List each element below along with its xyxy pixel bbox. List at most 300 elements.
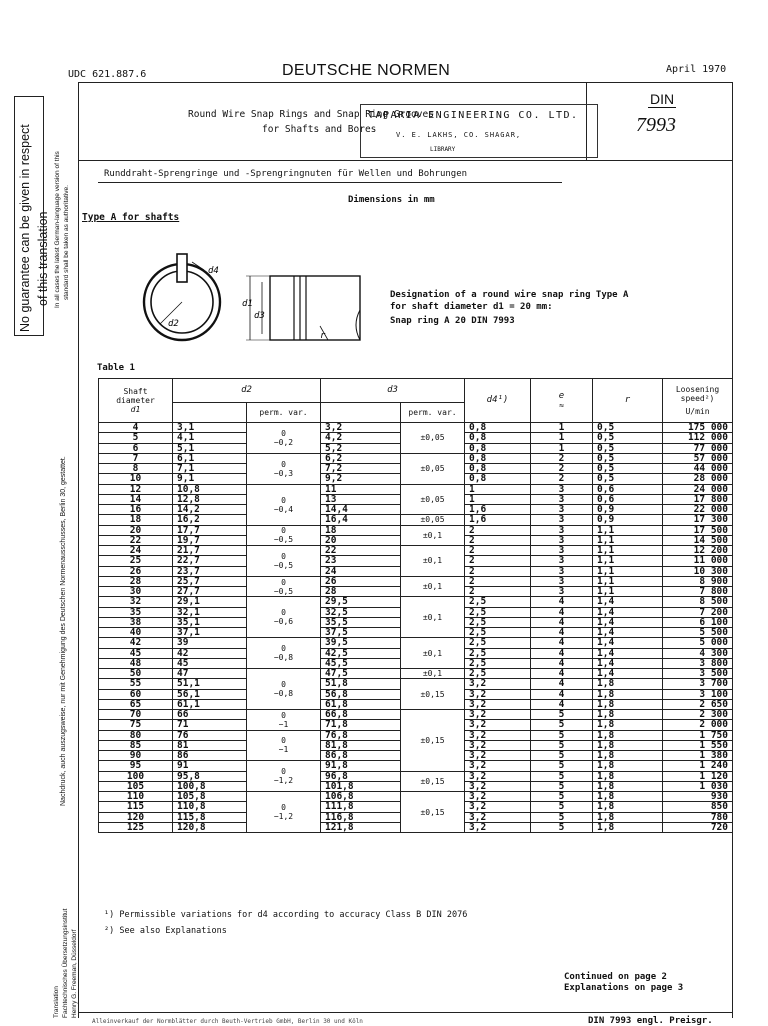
- cell-d3: 29,5: [321, 597, 401, 607]
- translator-line1: Translation: [53, 986, 60, 1018]
- cell-e: 4: [531, 669, 593, 679]
- cell-d1: 80: [99, 730, 173, 740]
- cell-d2: 10,8: [173, 484, 247, 494]
- footnote-2: ²) See also Explanations: [104, 926, 227, 936]
- cell-d2: 110,8: [173, 802, 247, 812]
- cell-d2: 42: [173, 648, 247, 658]
- cell-speed: 7 200: [663, 607, 733, 617]
- cell-d4: 2: [465, 576, 531, 586]
- cell-speed: 6 100: [663, 617, 733, 627]
- cell-d1: 85: [99, 740, 173, 750]
- cell-d1: 30: [99, 587, 173, 597]
- cell-d3-tolerance: ±0,15: [401, 771, 465, 792]
- cell-e: 3: [531, 576, 593, 586]
- cell-d2: 105,8: [173, 792, 247, 802]
- cell-speed: 112 000: [663, 433, 733, 443]
- cell-d2: 27,7: [173, 587, 247, 597]
- cell-speed: 5 500: [663, 628, 733, 638]
- cell-r: 1,8: [593, 802, 663, 812]
- cell-d4: 2: [465, 556, 531, 566]
- tolerance-upper: 0: [281, 803, 286, 812]
- cell-d4: 3,2: [465, 812, 531, 822]
- cell-r: 1,8: [593, 689, 663, 699]
- margin-guarantee-line3: In all cases the latest German-language version of this: [54, 151, 61, 308]
- cell-e: 3: [531, 566, 593, 576]
- cell-d1: 20: [99, 525, 173, 535]
- header-unit-text: U/min: [685, 407, 710, 416]
- header-d3-nominal: [321, 403, 401, 423]
- cell-d4: 3,2: [465, 720, 531, 730]
- cell-r: 1,8: [593, 781, 663, 791]
- cell-d2: 3,1: [173, 423, 247, 433]
- cell-d1: 5: [99, 433, 173, 443]
- cell-speed: 850: [663, 802, 733, 812]
- cell-e: 4: [531, 699, 593, 709]
- tolerance-lower: −0,5: [273, 560, 294, 570]
- cell-d2: 71: [173, 720, 247, 730]
- cell-d4: 2,5: [465, 638, 531, 648]
- cell-r: 1,4: [593, 597, 663, 607]
- cell-r: 1,8: [593, 822, 663, 832]
- cell-d3: 91,8: [321, 761, 401, 771]
- cell-d3: 116,8: [321, 812, 401, 822]
- table-row: [99, 576, 733, 586]
- cell-d3: 86,8: [321, 751, 401, 761]
- cell-d3: 7,2: [321, 464, 401, 474]
- cell-r: 1,1: [593, 546, 663, 556]
- cell-speed: 17 800: [663, 494, 733, 504]
- cell-e: 5: [531, 802, 593, 812]
- tolerance-upper: 0: [281, 428, 286, 438]
- cell-d2: 61,1: [173, 699, 247, 709]
- brand-title: DEUTSCHE NORMEN: [282, 62, 451, 79]
- tolerance-upper: 0: [281, 736, 286, 746]
- cell-d3: 35,5: [321, 617, 401, 627]
- cell-d3: 106,8: [321, 792, 401, 802]
- cell-e: 5: [531, 751, 593, 761]
- cell-speed: 24 000: [663, 484, 733, 494]
- cell-e: 4: [531, 648, 593, 658]
- cell-d2: 25,7: [173, 576, 247, 586]
- cell-speed: 3 100: [663, 689, 733, 699]
- cell-r: 1,8: [593, 740, 663, 750]
- cell-r: 1,1: [593, 566, 663, 576]
- cell-d3: 45,5: [321, 658, 401, 668]
- cell-d1: 35: [99, 607, 173, 617]
- cell-d2: 21,7: [173, 546, 247, 556]
- cell-d1: 120: [99, 812, 173, 822]
- cell-d1: 25: [99, 556, 173, 566]
- cell-speed: 4 300: [663, 648, 733, 658]
- cell-d4: 2: [465, 535, 531, 545]
- cell-d4: 3,2: [465, 730, 531, 740]
- cell-d4: 0,8: [465, 464, 531, 474]
- cell-d4: 3,2: [465, 802, 531, 812]
- cell-d1: 4: [99, 423, 173, 433]
- cell-e: 3: [531, 587, 593, 597]
- cell-e: 3: [531, 484, 593, 494]
- cell-e: 5: [531, 710, 593, 720]
- tolerance-lower: −0,6: [273, 617, 294, 627]
- cell-r: 1,8: [593, 751, 663, 761]
- cell-d4: 2,5: [465, 658, 531, 668]
- cell-e: 5: [531, 761, 593, 771]
- cell-e: 4: [531, 597, 593, 607]
- cell-e: 4: [531, 689, 593, 699]
- cell-d3: 18: [321, 525, 401, 535]
- tolerance-upper: 0: [281, 526, 286, 536]
- cell-d3: 56,8: [321, 689, 401, 699]
- cell-d1: 16: [99, 505, 173, 515]
- cell-e: 2: [531, 474, 593, 484]
- cell-r: 0,6: [593, 484, 663, 494]
- cell-e: 4: [531, 658, 593, 668]
- cell-d3-tolerance: ±0,1: [401, 669, 465, 679]
- tolerance-upper: 0: [281, 644, 286, 654]
- cell-e: 5: [531, 720, 593, 730]
- cell-d1: 7: [99, 453, 173, 463]
- cell-d2-tolerance: [247, 792, 321, 833]
- cell-d3: 13: [321, 494, 401, 504]
- cell-speed: 14 500: [663, 535, 733, 545]
- cell-d2: 45: [173, 658, 247, 668]
- cell-speed: 17 300: [663, 515, 733, 525]
- tolerance-lower: −1,2: [273, 776, 294, 786]
- cell-d1: 115: [99, 802, 173, 812]
- cell-speed: 8 500: [663, 597, 733, 607]
- cell-d3: 3,2: [321, 423, 401, 433]
- cell-d4: 2: [465, 546, 531, 556]
- tolerance-lower: −0,3: [273, 468, 294, 478]
- cell-r: 1,8: [593, 761, 663, 771]
- frame-left-line: [78, 82, 79, 1018]
- cell-r: 0,9: [593, 515, 663, 525]
- cell-d4: 3,2: [465, 761, 531, 771]
- cell-d3: 96,8: [321, 771, 401, 781]
- cell-speed: 5 000: [663, 638, 733, 648]
- table-row: [99, 453, 733, 463]
- cell-d4: 3,2: [465, 689, 531, 699]
- cell-d4: 2,5: [465, 669, 531, 679]
- header-d4: d4¹): [465, 379, 531, 423]
- tolerance-lower: −1,2: [273, 812, 294, 821]
- cell-r: 1,8: [593, 679, 663, 689]
- sales-note: Alleinverkauf der Normblätter durch Beuth-Vertrieb GmbH, Berlin 30 und Köln: [92, 1018, 363, 1025]
- cell-d1: 95: [99, 761, 173, 771]
- cell-d1: 60: [99, 689, 173, 699]
- cell-d4: 0,8: [465, 443, 531, 453]
- label-r: r: [320, 331, 326, 341]
- cell-d4: 2,5: [465, 628, 531, 638]
- header-shaft-text: Shaft: [123, 387, 148, 396]
- cell-d4: 2,5: [465, 617, 531, 627]
- cell-e: 3: [531, 535, 593, 545]
- cell-d3: 23: [321, 556, 401, 566]
- translator-line2: Fachtechnisches Übersetzungsinstitut: [62, 908, 69, 1018]
- cell-speed: 3 700: [663, 679, 733, 689]
- cell-speed: 1 120: [663, 771, 733, 781]
- cell-d3: 14,4: [321, 505, 401, 515]
- cell-e: 5: [531, 730, 593, 740]
- cell-r: 1,1: [593, 535, 663, 545]
- designation-line2: for shaft diameter d1 = 20 mm:: [390, 302, 553, 312]
- din-label: DIN: [650, 91, 675, 107]
- header-d3: d3: [321, 379, 465, 403]
- cell-d1: 14: [99, 494, 173, 504]
- cell-r: 1,8: [593, 720, 663, 730]
- cell-speed: 2 000: [663, 720, 733, 730]
- label-d3: d3: [254, 311, 265, 321]
- cell-d1: 70: [99, 710, 173, 720]
- cell-d2: 76: [173, 730, 247, 740]
- issue-date: April 1970: [666, 64, 727, 75]
- snap-ring-diagram: [130, 240, 380, 360]
- cell-d2: 39: [173, 638, 247, 648]
- header-e-text: e: [558, 390, 565, 401]
- cell-r: 0,9: [593, 505, 663, 515]
- cell-e: 2: [531, 464, 593, 474]
- cell-r: 1,8: [593, 730, 663, 740]
- margin-translator: [52, 909, 79, 1018]
- cell-d4: 0,8: [465, 453, 531, 463]
- tolerance-lower: −0,8: [273, 689, 294, 698]
- cell-speed: 1 240: [663, 761, 733, 771]
- cell-d3: 16,4: [321, 515, 401, 525]
- cell-d2: 120,8: [173, 822, 247, 832]
- cell-r: 1,1: [593, 556, 663, 566]
- cell-speed: 1 750: [663, 730, 733, 740]
- table-row: [99, 515, 733, 525]
- cell-d3: 66,8: [321, 710, 401, 720]
- cell-d3: 37,5: [321, 628, 401, 638]
- cell-speed: 44 000: [663, 464, 733, 474]
- cell-d2-tolerance: [247, 710, 321, 731]
- table-row: [99, 679, 733, 689]
- title-english-line1: Round Wire Snap Rings and Snap Ring Grooves: [188, 109, 434, 120]
- stamp-address: V. E. LAKHS, CO. SHAGAR,: [396, 131, 522, 139]
- stamp-library: LIBRARY: [430, 146, 456, 153]
- udc-code: UDC 621.887.6: [68, 69, 147, 80]
- cell-d1: 32: [99, 597, 173, 607]
- table-row: [99, 669, 733, 679]
- cell-e: 2: [531, 453, 593, 463]
- cell-e: 4: [531, 638, 593, 648]
- table-row: [99, 638, 733, 648]
- cell-d4: 2,5: [465, 597, 531, 607]
- cell-d2: 32,1: [173, 607, 247, 617]
- table-row: [99, 792, 733, 802]
- cell-d2: 81: [173, 740, 247, 750]
- cell-d1: 26: [99, 566, 173, 576]
- header-loosening-speed: [663, 379, 733, 423]
- cell-d2: 37,1: [173, 628, 247, 638]
- tolerance-upper: 0: [281, 459, 286, 469]
- cell-d3: 11: [321, 484, 401, 494]
- cell-d2: 9,1: [173, 474, 247, 484]
- cell-d2: 29,1: [173, 597, 247, 607]
- cell-e: 3: [531, 515, 593, 525]
- cell-d3-tolerance: ±0,05: [401, 515, 465, 525]
- cell-d1: 40: [99, 628, 173, 638]
- cell-d2-tolerance: [247, 669, 321, 710]
- cell-d4: 3,2: [465, 740, 531, 750]
- cell-e: 1: [531, 433, 593, 443]
- cell-e: 3: [531, 525, 593, 535]
- cell-d1: 24: [99, 546, 173, 556]
- cell-d1: 12: [99, 484, 173, 494]
- table-row: [99, 484, 733, 494]
- cell-r: 0,6: [593, 494, 663, 504]
- cell-speed: 3 500: [663, 669, 733, 679]
- cell-d1: 48: [99, 658, 173, 668]
- tolerance-upper: 0: [281, 710, 286, 720]
- header-diameter-text: diameter: [116, 396, 155, 405]
- cell-d2-tolerance: [247, 423, 321, 454]
- cell-d3-tolerance: ±0,1: [401, 546, 465, 577]
- cell-speed: 28 000: [663, 474, 733, 484]
- cell-r: 1,8: [593, 792, 663, 802]
- cell-d4: 3,2: [465, 710, 531, 720]
- cell-e: 5: [531, 781, 593, 791]
- cell-speed: 175 000: [663, 423, 733, 433]
- cell-d2: 91: [173, 761, 247, 771]
- header-loosening-text: Loosening: [675, 385, 720, 394]
- cell-e: 5: [531, 771, 593, 781]
- label-d2: d2: [168, 319, 179, 329]
- cell-d4: 2,5: [465, 607, 531, 617]
- cell-d2: 86: [173, 751, 247, 761]
- cell-r: 0,5: [593, 464, 663, 474]
- cell-d4: 3,2: [465, 699, 531, 709]
- tolerance-lower: −0,2: [273, 437, 294, 447]
- cell-d2: 16,2: [173, 515, 247, 525]
- continued-note: Continued on page 2: [564, 972, 667, 982]
- cell-speed: 2 300: [663, 710, 733, 720]
- tolerance-upper: 0: [281, 551, 286, 561]
- cell-speed: 12 200: [663, 546, 733, 556]
- cell-d2-tolerance: [247, 638, 321, 669]
- cell-d2: 22,7: [173, 556, 247, 566]
- frame-subtitle-line: [98, 182, 562, 183]
- cell-speed: 3 800: [663, 658, 733, 668]
- cell-r: 1,4: [593, 638, 663, 648]
- cell-r: 1,4: [593, 658, 663, 668]
- cell-d4: 2: [465, 587, 531, 597]
- cell-d3: 47,5: [321, 669, 401, 679]
- cell-speed: 7 800: [663, 587, 733, 597]
- cell-d2: 51,1: [173, 679, 247, 689]
- cell-d4: 1,6: [465, 515, 531, 525]
- cell-r: 1,8: [593, 771, 663, 781]
- cell-d1: 100: [99, 771, 173, 781]
- cell-d1: 42: [99, 638, 173, 648]
- cell-speed: 1 550: [663, 740, 733, 750]
- cell-d2: 5,1: [173, 443, 247, 453]
- header-d2-nominal: [173, 403, 247, 423]
- tolerance-lower: −1: [278, 745, 289, 755]
- cell-d4: 3,2: [465, 781, 531, 791]
- cell-d3: 61,8: [321, 699, 401, 709]
- cell-e: 5: [531, 740, 593, 750]
- header-d1-text: d1: [130, 405, 141, 414]
- cell-d2: 6,1: [173, 453, 247, 463]
- cell-d3: 32,5: [321, 607, 401, 617]
- cell-r: 1,4: [593, 648, 663, 658]
- cell-d3: 22: [321, 546, 401, 556]
- cell-r: 0,5: [593, 423, 663, 433]
- cell-r: 1,1: [593, 576, 663, 586]
- cell-r: 1,4: [593, 617, 663, 627]
- tolerance-lower: −1: [278, 719, 289, 729]
- cell-e: 4: [531, 679, 593, 689]
- margin-guarantee-line4: standard shall be taken as authoritative.: [63, 185, 70, 300]
- cell-d3: 20: [321, 535, 401, 545]
- cell-e: 3: [531, 556, 593, 566]
- table-label: Table 1: [97, 363, 135, 373]
- header-shaft-diameter: [99, 379, 173, 423]
- tolerance-upper: 0: [281, 495, 286, 505]
- cell-d2-tolerance: [247, 546, 321, 577]
- cell-speed: 17 500: [663, 525, 733, 535]
- din-number: 7993: [636, 114, 676, 136]
- cell-r: 1,4: [593, 607, 663, 617]
- cell-d1: 18: [99, 515, 173, 525]
- cell-d4: 3,2: [465, 771, 531, 781]
- dimensions-note: Dimensions in mm: [348, 195, 435, 205]
- cell-d3: 39,5: [321, 638, 401, 648]
- cell-d4: 2: [465, 566, 531, 576]
- cell-e: 1: [531, 423, 593, 433]
- header-e: [531, 379, 593, 423]
- cell-d3-tolerance: ±0,05: [401, 423, 465, 454]
- header-d2-perm-var: perm. var.: [247, 403, 321, 423]
- cell-d2: 14,2: [173, 505, 247, 515]
- cell-d2: 19,7: [173, 535, 247, 545]
- header-approx-text: ≈: [559, 400, 564, 410]
- cell-d2: 56,1: [173, 689, 247, 699]
- shaft-drawing: [246, 276, 360, 340]
- tolerance-upper: 0: [281, 767, 286, 777]
- cell-d2-tolerance: [247, 597, 321, 638]
- cell-d1: 50: [99, 669, 173, 679]
- cell-d3: 6,2: [321, 453, 401, 463]
- cell-d4: 1,6: [465, 505, 531, 515]
- cell-d2: 4,1: [173, 433, 247, 443]
- table-row: [99, 771, 733, 781]
- cell-d3: 42,5: [321, 648, 401, 658]
- cell-d3-tolerance: ±0,1: [401, 597, 465, 638]
- cell-e: 3: [531, 494, 593, 504]
- cell-speed: 57 000: [663, 453, 733, 463]
- cell-d3: 71,8: [321, 720, 401, 730]
- cell-e: 4: [531, 628, 593, 638]
- cell-d4: 3,2: [465, 679, 531, 689]
- cell-d2-tolerance: [247, 730, 321, 761]
- tolerance-lower: −0,5: [273, 535, 294, 545]
- cell-r: 0,5: [593, 443, 663, 453]
- cell-r: 1,1: [593, 525, 663, 535]
- cell-d4: 0,8: [465, 433, 531, 443]
- cell-d1: 55: [99, 679, 173, 689]
- cell-e: 5: [531, 822, 593, 832]
- cell-d2: 95,8: [173, 771, 247, 781]
- header-speed-text: speed²): [680, 394, 715, 403]
- cell-speed: 2 650: [663, 699, 733, 709]
- cell-r: 1,1: [593, 587, 663, 597]
- price-group: DIN 7993 engl. Preisgr.: [588, 1016, 713, 1026]
- cell-d2-tolerance: [247, 525, 321, 546]
- tolerance-upper: 0: [281, 680, 286, 689]
